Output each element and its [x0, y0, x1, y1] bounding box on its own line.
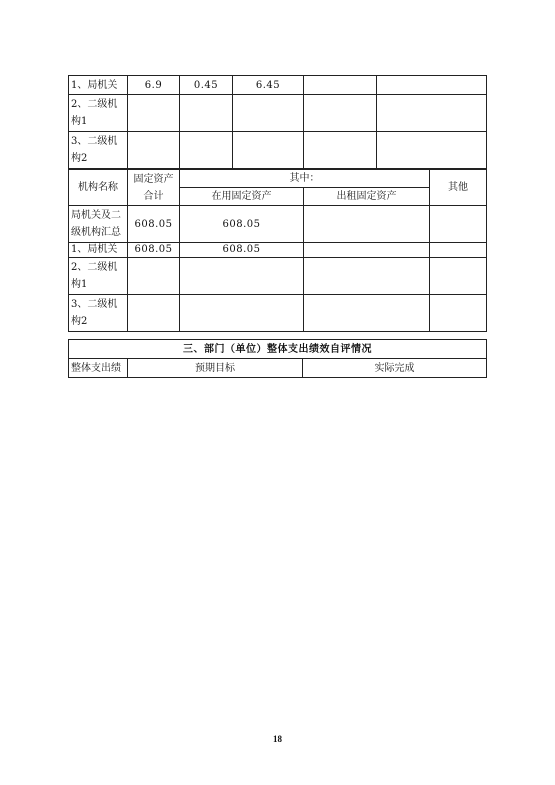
row-name: 2、二级机构1	[69, 258, 128, 295]
cell-value	[180, 95, 233, 132]
table-fixed-assets	[68, 169, 487, 332]
section-title: 三、部门（单位）整体支出绩效自评情况	[69, 340, 487, 359]
header-other: 其他	[430, 170, 487, 206]
cell-leased	[304, 295, 430, 332]
table-row	[69, 258, 487, 295]
header-fixed-assets-total: 固定资产合计	[128, 170, 180, 206]
cell-total: 608.05	[128, 206, 180, 243]
cell-value	[180, 132, 233, 169]
page-number: 18	[273, 734, 282, 744]
header-actual-completion: 实际完成	[303, 359, 487, 378]
cell-total	[128, 295, 180, 332]
table-header-row	[69, 170, 487, 188]
row-name: 2、二级机构1	[69, 95, 128, 132]
cell-value	[128, 132, 180, 169]
cell-leased	[304, 243, 430, 258]
header-in-use: 在用固定资产	[180, 188, 304, 206]
header-overall-expenditure: 整体支出绩	[69, 359, 128, 378]
cell-value	[377, 132, 487, 169]
table-continuation	[68, 75, 487, 169]
table-row	[69, 132, 487, 169]
cell-value	[304, 95, 377, 132]
cell-value	[377, 95, 487, 132]
row-name: 1、局机关	[69, 243, 128, 258]
table-row	[69, 206, 487, 243]
cell-leased	[304, 206, 430, 243]
table-row	[69, 243, 487, 258]
row-name: 3、二级机构2	[69, 132, 128, 169]
cell-value	[233, 132, 304, 169]
table-performance-section	[68, 339, 487, 378]
cell-in-use: 608.05	[180, 243, 304, 258]
cell-value	[304, 132, 377, 169]
cell-total	[128, 258, 180, 295]
table-row	[69, 76, 487, 95]
cell-value	[233, 95, 304, 132]
cell-in-use	[180, 258, 304, 295]
header-expected-target: 预期目标	[128, 359, 303, 378]
table-row	[69, 295, 487, 332]
row-name: 3、二级机构2	[69, 295, 128, 332]
header-org-name: 机构名称	[69, 170, 128, 206]
cell-value	[377, 76, 487, 95]
cell-other	[430, 243, 487, 258]
cell-value: 6.9	[128, 76, 180, 95]
cell-in-use: 608.05	[180, 206, 304, 243]
section-title-row	[69, 340, 487, 359]
cell-other	[430, 295, 487, 332]
cell-total: 608.05	[128, 243, 180, 258]
cell-value	[128, 95, 180, 132]
row-name: 局机关及二级机构汇总	[69, 206, 128, 243]
cell-in-use	[180, 295, 304, 332]
cell-leased	[304, 258, 430, 295]
cell-value: 6.45	[233, 76, 304, 95]
cell-other	[430, 258, 487, 295]
cell-other	[430, 206, 487, 243]
table-header-row	[69, 359, 487, 378]
cell-value	[304, 76, 377, 95]
header-of-which: 其中：	[180, 170, 430, 188]
row-name: 1、局机关	[69, 76, 128, 95]
table-row	[69, 95, 487, 132]
cell-value: 0.45	[180, 76, 233, 95]
header-leased-out: 出租固定资产	[304, 188, 430, 206]
